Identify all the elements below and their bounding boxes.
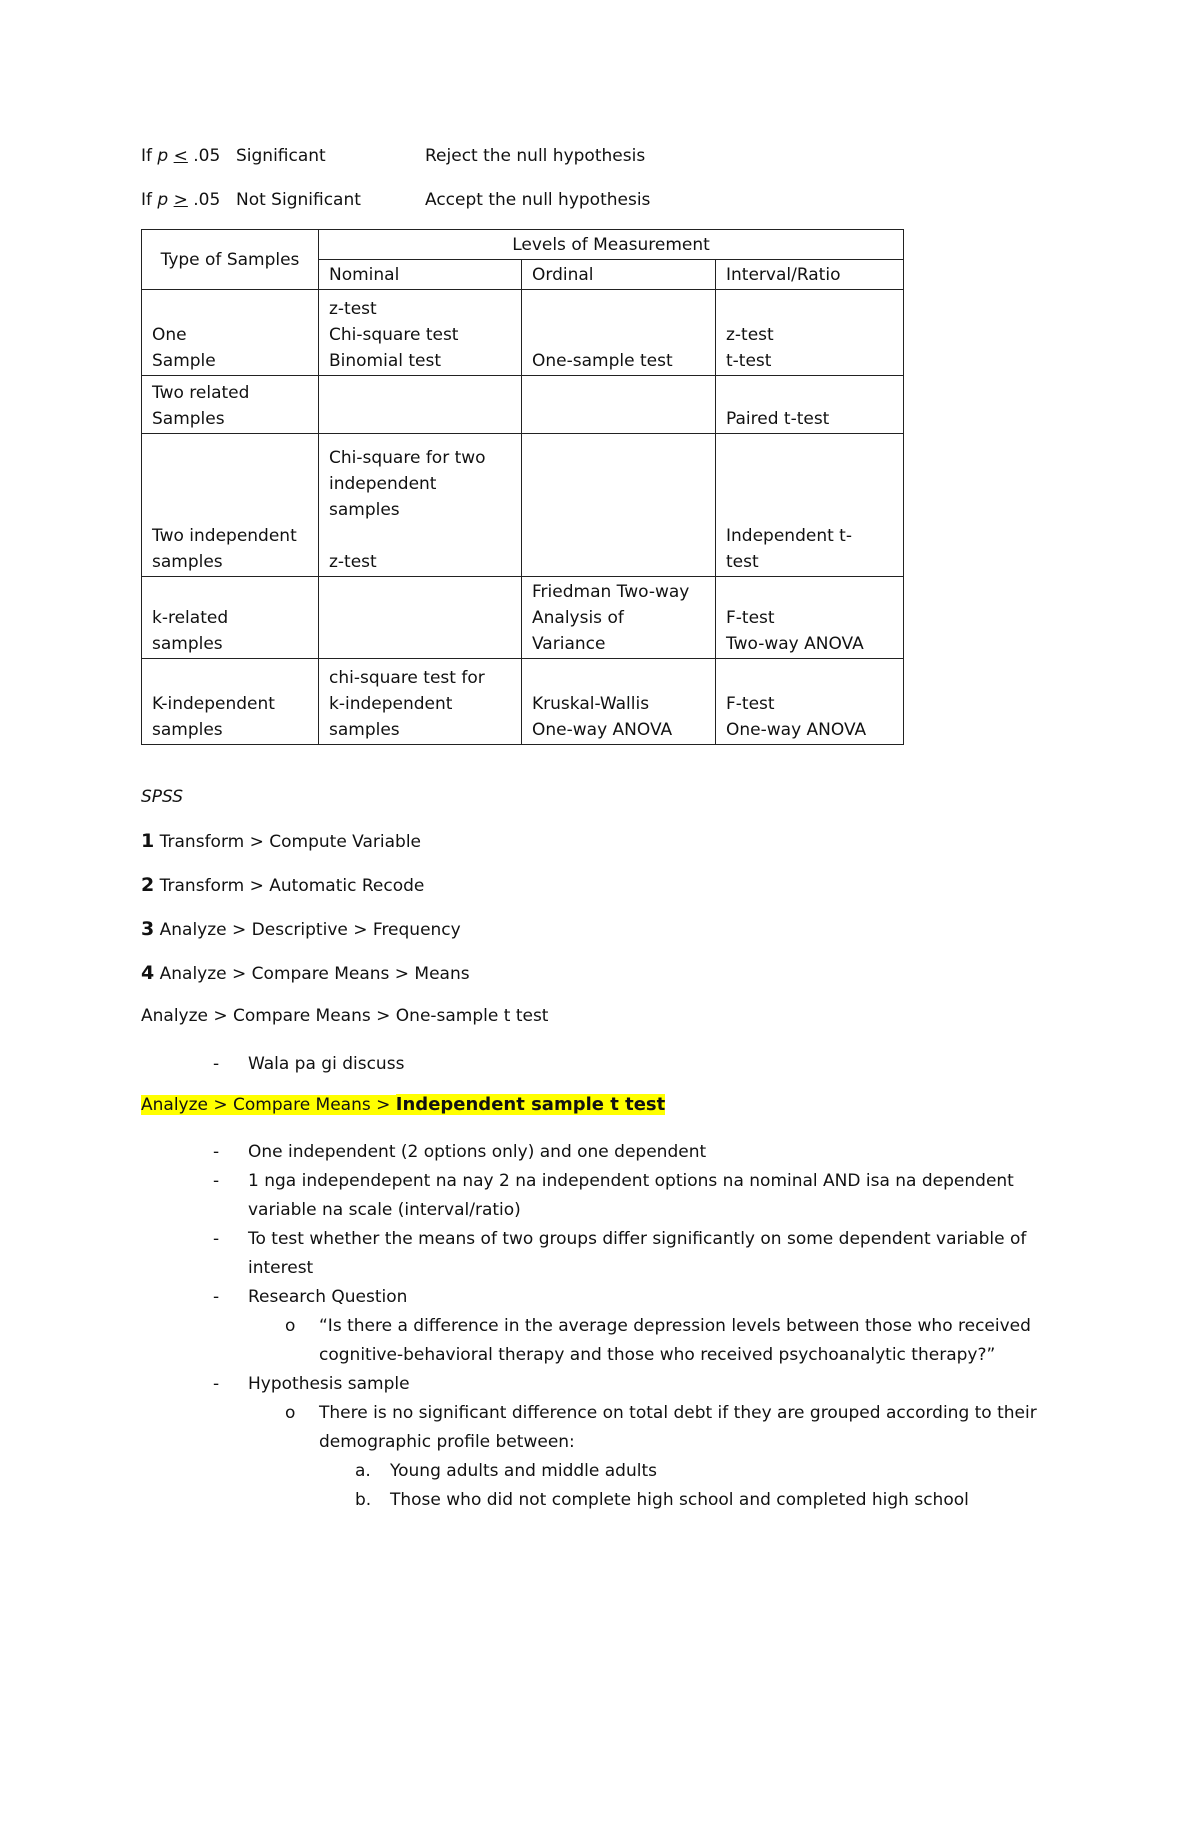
cell-sample-type bbox=[142, 659, 319, 745]
step-text: Transform > Automatic Recode bbox=[159, 876, 425, 896]
rule-operator: > bbox=[173, 190, 188, 210]
cell-ordinal bbox=[522, 577, 716, 659]
cell-line: k-related bbox=[152, 608, 229, 628]
cell-ordinal bbox=[522, 376, 716, 434]
cell-line: z-test bbox=[726, 325, 774, 345]
spss-step bbox=[141, 962, 470, 984]
cell-line: z-test bbox=[329, 552, 377, 572]
cell-line: Samples bbox=[152, 409, 225, 429]
research-question: o “Is there a difference in the average depression levels between those who received bbox=[285, 1316, 1031, 1336]
table-row bbox=[142, 290, 904, 376]
header-type-of-samples: Type of Samples bbox=[142, 230, 319, 290]
rule-value: .05 bbox=[193, 146, 221, 166]
cell-ordinal bbox=[522, 434, 716, 577]
independent-notes bbox=[141, 1138, 1071, 1515]
cell-nominal bbox=[319, 290, 522, 376]
header-levels-of-measurement: Levels of Measurement bbox=[319, 230, 904, 260]
column-ordinal: Ordinal bbox=[522, 260, 716, 290]
rule-action: Reject the null hypothesis bbox=[425, 146, 646, 166]
bullet-item: - One independent (2 options only) and one dependent bbox=[213, 1142, 707, 1162]
rule-operator: < bbox=[173, 146, 188, 166]
cell-line: Sample bbox=[152, 351, 216, 371]
step-text: Transform > Compute Variable bbox=[159, 832, 422, 852]
cell-line: Chi-square test bbox=[329, 325, 459, 345]
cell-nominal bbox=[319, 434, 522, 577]
cell-line: samples bbox=[329, 500, 400, 520]
cell-line: Analysis of bbox=[532, 608, 624, 628]
cell-line: samples bbox=[152, 634, 223, 654]
cell-nominal bbox=[319, 376, 522, 434]
cell-interval-ratio bbox=[716, 290, 904, 376]
cell-line: samples bbox=[152, 552, 223, 572]
cell-line: samples bbox=[152, 720, 223, 740]
cell-sample-type bbox=[142, 434, 319, 577]
spss-heading: SPSS bbox=[141, 787, 184, 807]
rule-action: Accept the null hypothesis bbox=[425, 190, 651, 210]
step-text: Analyze > Compare Means > Means bbox=[159, 964, 470, 984]
cell-ordinal bbox=[522, 290, 716, 376]
cell-sample-type bbox=[142, 290, 319, 376]
cell-line: Two related bbox=[152, 383, 250, 403]
table-body bbox=[142, 290, 904, 745]
step-number: 3 bbox=[141, 918, 155, 940]
levels-of-measurement-table bbox=[141, 229, 904, 745]
one-sample-notes bbox=[141, 1050, 1071, 1079]
p-variable: p bbox=[157, 146, 169, 166]
step-text: Analyze > Descriptive > Frequency bbox=[159, 920, 461, 940]
table-row bbox=[142, 577, 904, 659]
spss-step bbox=[141, 830, 421, 852]
cell-interval-ratio bbox=[716, 659, 904, 745]
cell-line: t-test bbox=[726, 351, 772, 371]
table-row bbox=[142, 434, 904, 577]
bullet-continuation: variable na scale (interval/ratio) bbox=[248, 1200, 521, 1220]
step-number: 1 bbox=[141, 830, 155, 852]
cell-ordinal bbox=[522, 659, 716, 745]
cell-interval-ratio bbox=[716, 434, 904, 577]
spss-step bbox=[141, 874, 424, 896]
column-interval-ratio: Interval/Ratio bbox=[716, 260, 904, 290]
bullet-item: - Research Question bbox=[213, 1287, 408, 1307]
cell-line: One bbox=[152, 325, 187, 345]
table-row bbox=[142, 659, 904, 745]
cell-line: F-test bbox=[726, 694, 775, 714]
cell-interval-ratio bbox=[716, 376, 904, 434]
cell-line: K-independent bbox=[152, 694, 275, 714]
independent-path-bold: Independent sample t test bbox=[395, 1094, 666, 1115]
cell-line: Variance bbox=[532, 634, 606, 654]
cell-line: Binomial test bbox=[329, 351, 442, 371]
cell-line: Kruskal-Wallis bbox=[532, 694, 650, 714]
rule-not-significant bbox=[141, 189, 651, 211]
cell-line: k-independent bbox=[329, 694, 453, 714]
group-item: b. Those who did not complete high school and completed high school bbox=[355, 1490, 969, 1510]
rule-significance: Not Significant bbox=[236, 190, 361, 210]
step-number: 4 bbox=[141, 962, 155, 984]
independent-path bbox=[141, 1094, 665, 1115]
bullet-item: - Wala pa gi discuss bbox=[213, 1054, 405, 1074]
cell-line bbox=[329, 523, 511, 549]
cell-line: One-way ANOVA bbox=[726, 720, 867, 740]
cell-line: Two independent bbox=[152, 526, 297, 546]
step-number: 2 bbox=[141, 874, 155, 896]
hypothesis-statement: o There is no significant difference on total debt if they are grouped according to their bbox=[285, 1403, 1037, 1423]
cell-sample-type bbox=[142, 376, 319, 434]
cell-line: Friedman Two-way bbox=[532, 582, 690, 602]
cell-nominal bbox=[319, 659, 522, 745]
cell-sample-type bbox=[142, 577, 319, 659]
column-nominal: Nominal bbox=[319, 260, 522, 290]
rule-significance: Significant bbox=[236, 146, 326, 166]
rule-lead: If bbox=[141, 190, 152, 210]
cell-line: independent bbox=[329, 474, 437, 494]
table-row bbox=[142, 376, 904, 434]
cell-line: Independent t- bbox=[726, 526, 852, 546]
cell-line: F-test bbox=[726, 608, 775, 628]
bullet-item: - 1 nga independepent na nay 2 na independent options na nominal AND isa na dependent bbox=[213, 1171, 1014, 1191]
cell-nominal bbox=[319, 577, 522, 659]
bullet-continuation: interest bbox=[248, 1258, 314, 1278]
cell-line: test bbox=[726, 552, 759, 572]
rule-value: .05 bbox=[193, 190, 221, 210]
cell-line: z-test bbox=[329, 299, 377, 319]
p-variable: p bbox=[157, 190, 169, 210]
rule-significant bbox=[141, 145, 646, 167]
bullet-item: - To test whether the means of two groups differ significantly on some dependent variable of bbox=[213, 1229, 1027, 1249]
rule-lead: If bbox=[141, 146, 152, 166]
independent-path-prefix: Analyze > Compare Means > bbox=[141, 1095, 396, 1115]
one-sample-path: Analyze > Compare Means > One-sample t test bbox=[141, 1006, 549, 1026]
cell-line: Chi-square for two bbox=[329, 448, 486, 468]
cell-line: One-sample test bbox=[532, 351, 673, 371]
cell-line: samples bbox=[329, 720, 400, 740]
cell-line: Two-way ANOVA bbox=[726, 634, 864, 654]
group-item: a. Young adults and middle adults bbox=[355, 1461, 657, 1481]
cell-line: Paired t-test bbox=[726, 409, 830, 429]
bullet-item: - Hypothesis sample bbox=[213, 1374, 410, 1394]
cell-line: One-way ANOVA bbox=[532, 720, 673, 740]
hypothesis-continuation: demographic profile between: bbox=[319, 1432, 575, 1452]
research-question-continuation: cognitive-behavioral therapy and those who received psychoanalytic therapy?” bbox=[319, 1345, 996, 1365]
cell-interval-ratio bbox=[716, 577, 904, 659]
cell-line: chi-square test for bbox=[329, 668, 485, 688]
spss-step bbox=[141, 918, 461, 940]
